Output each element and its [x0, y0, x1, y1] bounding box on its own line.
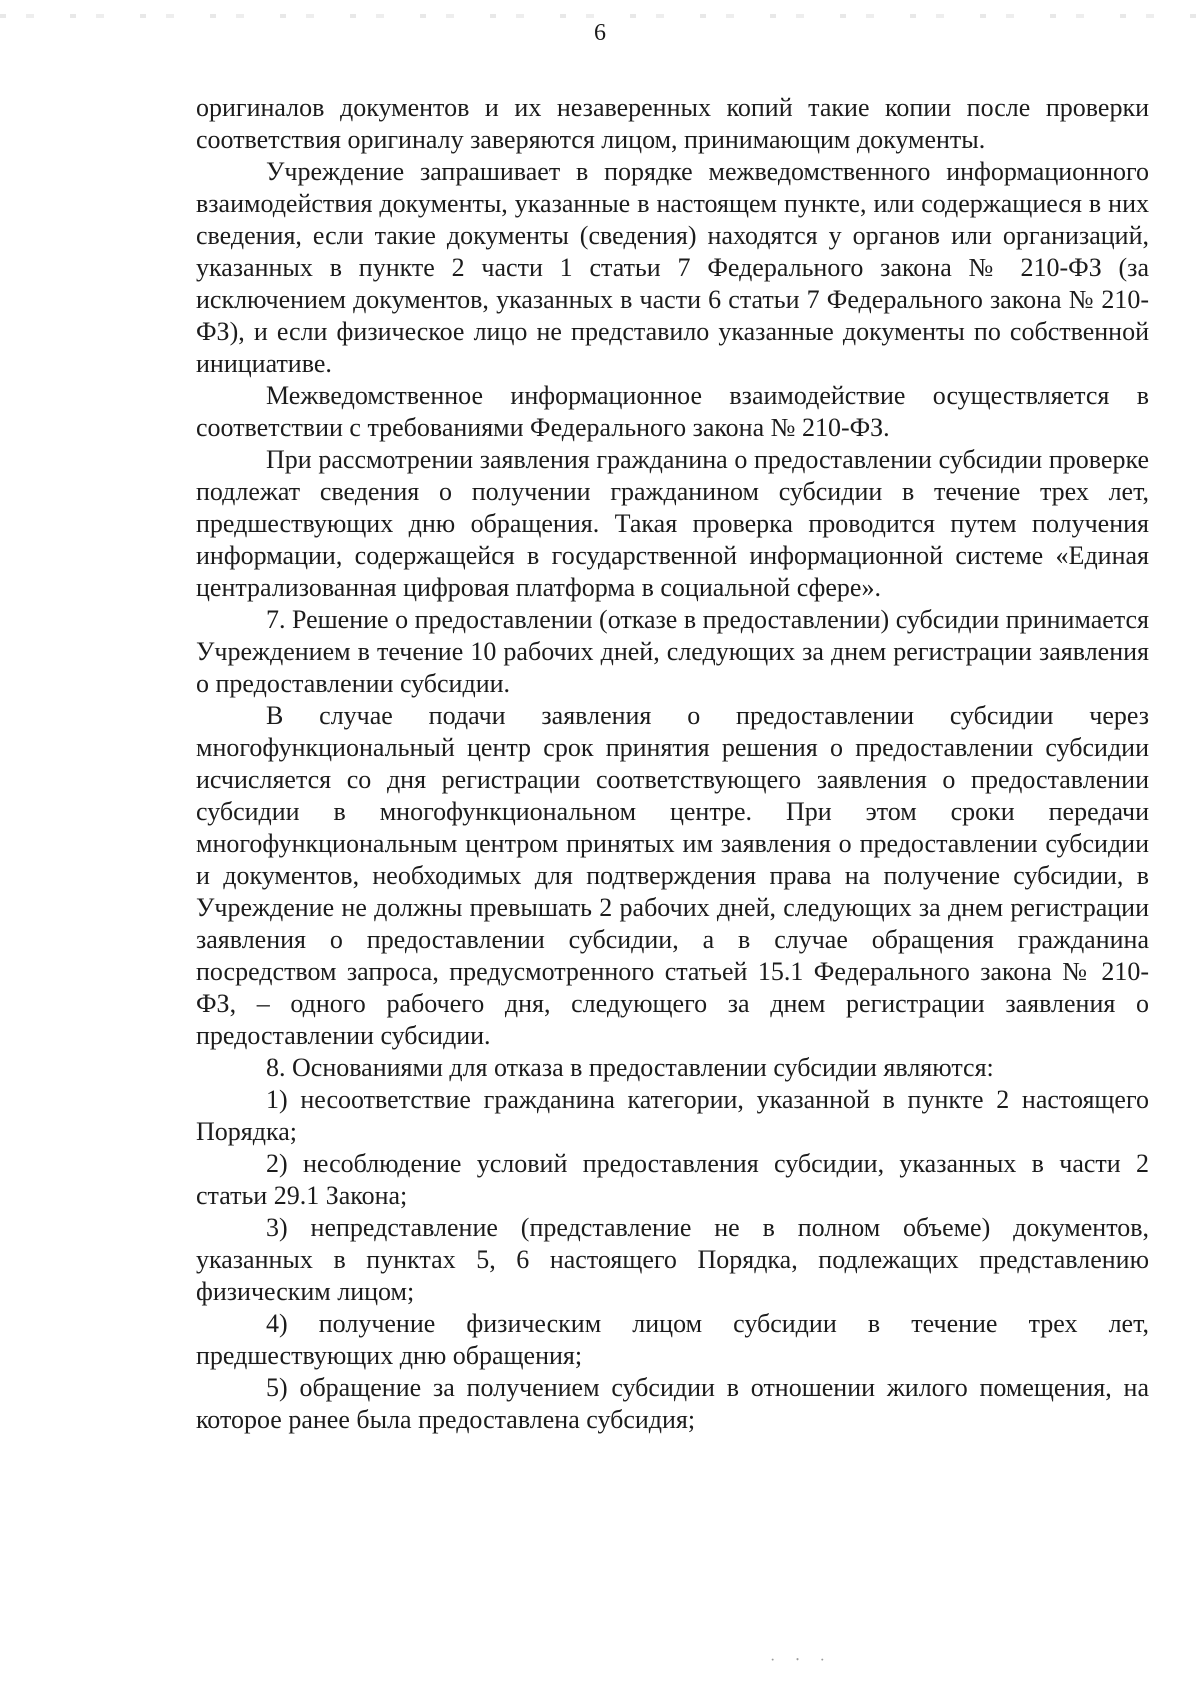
paragraph-interagency-request: Учреждение запрашивает в порядке межведомственного информационного взаимодействия документы, указанные в настоящем пункте, или содержащиеся в них сведения, если такие документы (сведения) находятся у органов или организаций, указанных в пункте 2 части 1 статьи 7 Федерального закона № 210-ФЗ (за исключением документов, указанных в части 6 статьи 7 Федерального закона № 210-ФЗ), и если физическое лицо не представило указанные документы по собственной инициативе.	[196, 157, 1149, 378]
paragraph-item-8: 8. Основаниями для отказа в предоставлении субсидии являются:	[266, 1053, 994, 1082]
paragraph-mfc-deadline: В случае подачи заявления о предоставлении субсидии через многофункциональный центр срок принятия решения о предоставлении субсидии исчисляется со дня регистрации соответствующего заявления о предоставлении субсидии в многофункциональном центре. При этом сроки передачи многофункциональным центром принятых им заявления о предоставлении субсидии и документов, необходимых для подтверждения права на получение субсидии, в Учреждение не должны превышать 2 рабочих дней, следующих за днем регистрации заявления о предоставлении субсидии, а в случае обращения гражданина посредством запроса, предусмотренного статьей 15.1 Федерального закона № 210-ФЗ, – одного рабочего дня, следующего за днем регистрации заявления о предоставлении субсидии.	[196, 701, 1149, 1050]
list-item-4: 4) получение физическим лицом субсидии в течение трех лет, предшествующих дню обращения;	[196, 1309, 1149, 1370]
paragraph-item-7: 7. Решение о предоставлении (отказе в предоставлении) субсидии принимается Учреждением в течение 10 рабочих дней, следующих за днем регистрации заявления о предоставлении субсидии.	[196, 605, 1149, 698]
paragraph-interagency-law: Межведомственное информационное взаимодействие осуществляется в соответствии с требованиями Федерального закона № 210-ФЗ.	[196, 381, 1149, 442]
document-body	[196, 92, 1149, 1436]
list-item-2: 2) несоблюдение условий предоставления субсидии, указанных в части 2 статьи 29.1 Закона;	[196, 1149, 1149, 1210]
scan-artifact-bottom: · ⸱ ·	[770, 1652, 833, 1669]
paragraph-continuation: оригиналов документов и их незаверенных копий такие копии после проверки соответствия оригиналу заверяются лицом, принимающим документы.	[196, 93, 1149, 154]
scan-artifact-top	[0, 14, 1200, 18]
page-number: 6	[594, 20, 606, 46]
paragraph-subsidy-check: При рассмотрении заявления гражданина о предоставлении субсидии проверке подлежат сведения о получении гражданином субсидии в течение трех лет, предшествующих дню обращения. Такая проверка проводится путем получения информации, содержащейся в государственной информационной системе «Единая централизованная цифровая платформа в социальной сфере».	[196, 445, 1149, 602]
list-item-3: 3) непредставление (представление не в полном объеме) документов, указанных в пунктах 5, 6 настоящего Порядка, подлежащих представлению физическим лицом;	[196, 1213, 1149, 1306]
list-item-1: 1) несоответствие гражданина категории, указанной в пункте 2 настоящего Порядка;	[196, 1085, 1149, 1146]
list-item-5: 5) обращение за получением субсидии в отношении жилого помещения, на которое ранее была предоставлена субсидия;	[196, 1373, 1149, 1434]
